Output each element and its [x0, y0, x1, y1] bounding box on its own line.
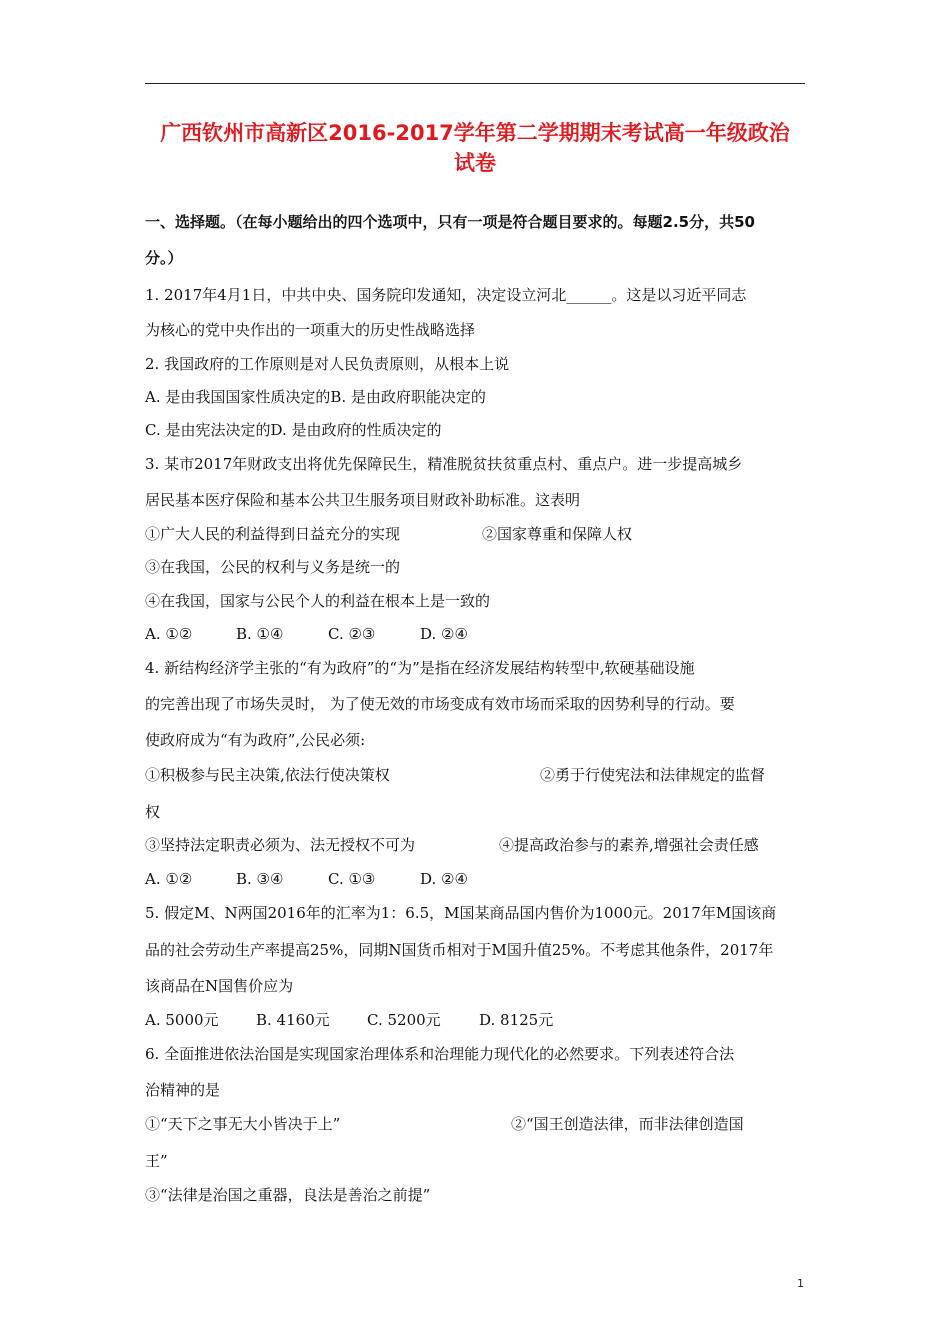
question-3-item-2: ②国家尊重和保障人权: [482, 525, 633, 543]
question-5-line-1: 5. 假定M、N两国2016年的汇率为1：6.5，M国某商品国内售价为1000元。2017年M国该商: [145, 904, 777, 922]
question-3-item-1: ①广大人民的利益得到日益充分的实现: [145, 525, 401, 543]
option-b: B. 4160元: [256, 1011, 330, 1029]
option-a: A. ①②: [145, 870, 193, 888]
question-4-item-4: ④提高政治参与的素养,增强社会责任感: [499, 836, 759, 854]
question-3-item-3: ③在我国，公民的权利与义务是统一的: [145, 558, 401, 576]
section-heading-line-2: 分。）: [145, 249, 183, 267]
option-c: C. ①③: [328, 870, 376, 888]
question-4-item-2-continued: 权: [145, 803, 161, 821]
question-5-line-2: 品的社会劳动生产率提高25%，同期N国货币相对于M国升值25%。不考虑其他条件，2017年: [145, 941, 774, 959]
question-4-item-3: ③坚持法定职责必须为、法无授权不可为: [145, 836, 416, 854]
option-d: D. 8125元: [479, 1011, 554, 1029]
question-3-item-4: ④在我国，国家与公民个人的利益在根本上是一致的: [145, 592, 491, 610]
question-4-line-3: 使政府成为“有为政府”,公民必须:: [145, 731, 366, 749]
question-3-options: [145, 624, 468, 644]
option-d: D. ②④: [420, 625, 468, 643]
question-5-options: [145, 1010, 553, 1030]
question-6-item-1: ①“天下之事无大小皆决于上”: [145, 1115, 341, 1133]
question-2-options-cd: C. 是由宪法决定的D. 是由政府的性质决定的: [145, 421, 442, 439]
document-title: [140, 118, 810, 178]
option-c: C. ②③: [328, 625, 376, 643]
question-6-line-1: 6. 全面推进依法治国是实现国家治理体系和治理能力现代化的必然要求。下列表述符合法: [145, 1045, 735, 1063]
option-d: D. ②④: [420, 870, 468, 888]
title-line-1: 广西钦州市高新区2016-2017学年第二学期期末考试高一年级政治: [160, 121, 790, 145]
question-6-line-2: 治精神的是: [145, 1081, 221, 1099]
question-4-item-2: ②勇于行使宪法和法律规定的监督: [540, 766, 766, 784]
question-3-line-1: 3. 某市2017年财政支出将优先保障民生，精准脱贫扶贫重点村、重点户。进一步提高城乡: [145, 455, 743, 473]
question-4-line-2: 的完善出现了市场失灵时， 为了使无效的市场变成有效市场而采取的因势利导的行动。要: [145, 695, 735, 713]
option-b: B. ③④: [236, 870, 284, 888]
header-rule: [145, 83, 805, 84]
question-6-item-3: ③“法律是治国之重器，良法是善治之前提”: [145, 1186, 431, 1204]
option-b: B. ①④: [236, 625, 284, 643]
question-1-line-1: 1. 2017年4月1日，中共中央、国务院印发通知，决定设立河北______。这是以习近平同志: [145, 286, 747, 304]
title-line-2: 试卷: [454, 151, 496, 175]
question-6-item-2: ②“国王创造法律，而非法律创造国: [511, 1115, 744, 1133]
page-number: 1: [797, 1277, 804, 1290]
section-heading-line-1: 一、选择题。（在每小题给出的四个选项中，只有一项是符合题目要求的。每题2.5分，共50: [145, 213, 755, 231]
question-2-stem: 2. 我国政府的工作原则是对人民负责原则，从根本上说: [145, 355, 510, 373]
question-4-line-1: 4. 新结构经济学主张的“有为政府”的“为”是指在经济发展结构转型中,软硬基础设施: [145, 659, 695, 677]
option-a: A. 5000元: [145, 1011, 219, 1029]
question-3-line-2: 居民基本医疗保险和基本公共卫生服务项目财政补助标准。这表明: [145, 491, 581, 509]
question-4-options: [145, 869, 468, 889]
question-6-item-2-continued: 王”: [145, 1152, 168, 1170]
question-2-options-ab: A. 是由我国国家性质决定的B. 是由政府职能决定的: [145, 388, 486, 406]
question-1-line-2: 为核心的党中央作出的一项重大的历史性战略选择: [145, 321, 476, 339]
question-5-line-3: 该商品在N国售价应为: [145, 977, 294, 995]
option-c: C. 5200元: [367, 1011, 441, 1029]
option-a: A. ①②: [145, 625, 193, 643]
question-4-item-1: ①积极参与民主决策,依法行使决策权: [145, 766, 390, 784]
